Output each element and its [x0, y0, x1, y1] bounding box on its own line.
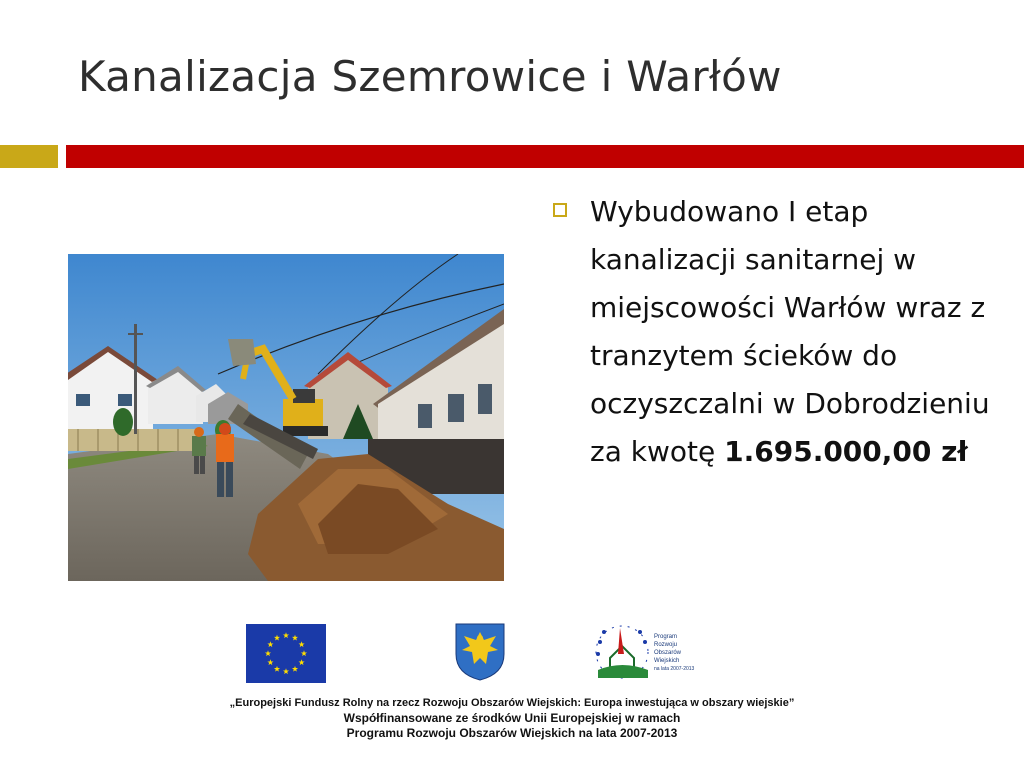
prow-line-3: Obszarów	[654, 650, 682, 656]
footer-line-1: „Europejski Fundusz Rolny na rzecz Rozwoju Obszarów Wiejskich: Europa inwestująca w obszary wiejskie”	[229, 697, 795, 709]
bullet-amount: 1.695.000,00 zł	[724, 435, 968, 468]
eu-flag-icon	[246, 624, 326, 683]
footer-line-3: Programu Rozwoju Obszarów Wiejskich na lata 2007-2013	[346, 726, 678, 740]
prow-line-5: na lata 2007-2013	[654, 666, 695, 672]
bullet-marker	[553, 203, 567, 217]
opole-eagle-coat-icon	[454, 622, 506, 682]
prow-line-4: Wiejskich	[654, 658, 680, 664]
accent-bar-right	[66, 145, 1024, 168]
construction-photo	[68, 254, 504, 581]
bullet-body: Wybudowano I etap kanalizacji sanitarnej w miejscowości Warłów wraz z tranzytem ścieków do oczyszczalni w Dobrodzieniu za kwotę	[590, 195, 990, 468]
prow-line-1: Program	[654, 634, 678, 640]
accent-bar-left	[0, 145, 58, 168]
bullet-text	[590, 188, 990, 476]
footer-line-2: Współfinansowane ze środków Unii Europejskiej w ramach	[343, 711, 681, 725]
prow-line-2: Rozwoju	[654, 642, 678, 648]
prow-logo-icon	[590, 620, 700, 684]
slide-title: Kanalizacja Szemrowice i Warłów	[78, 52, 782, 101]
